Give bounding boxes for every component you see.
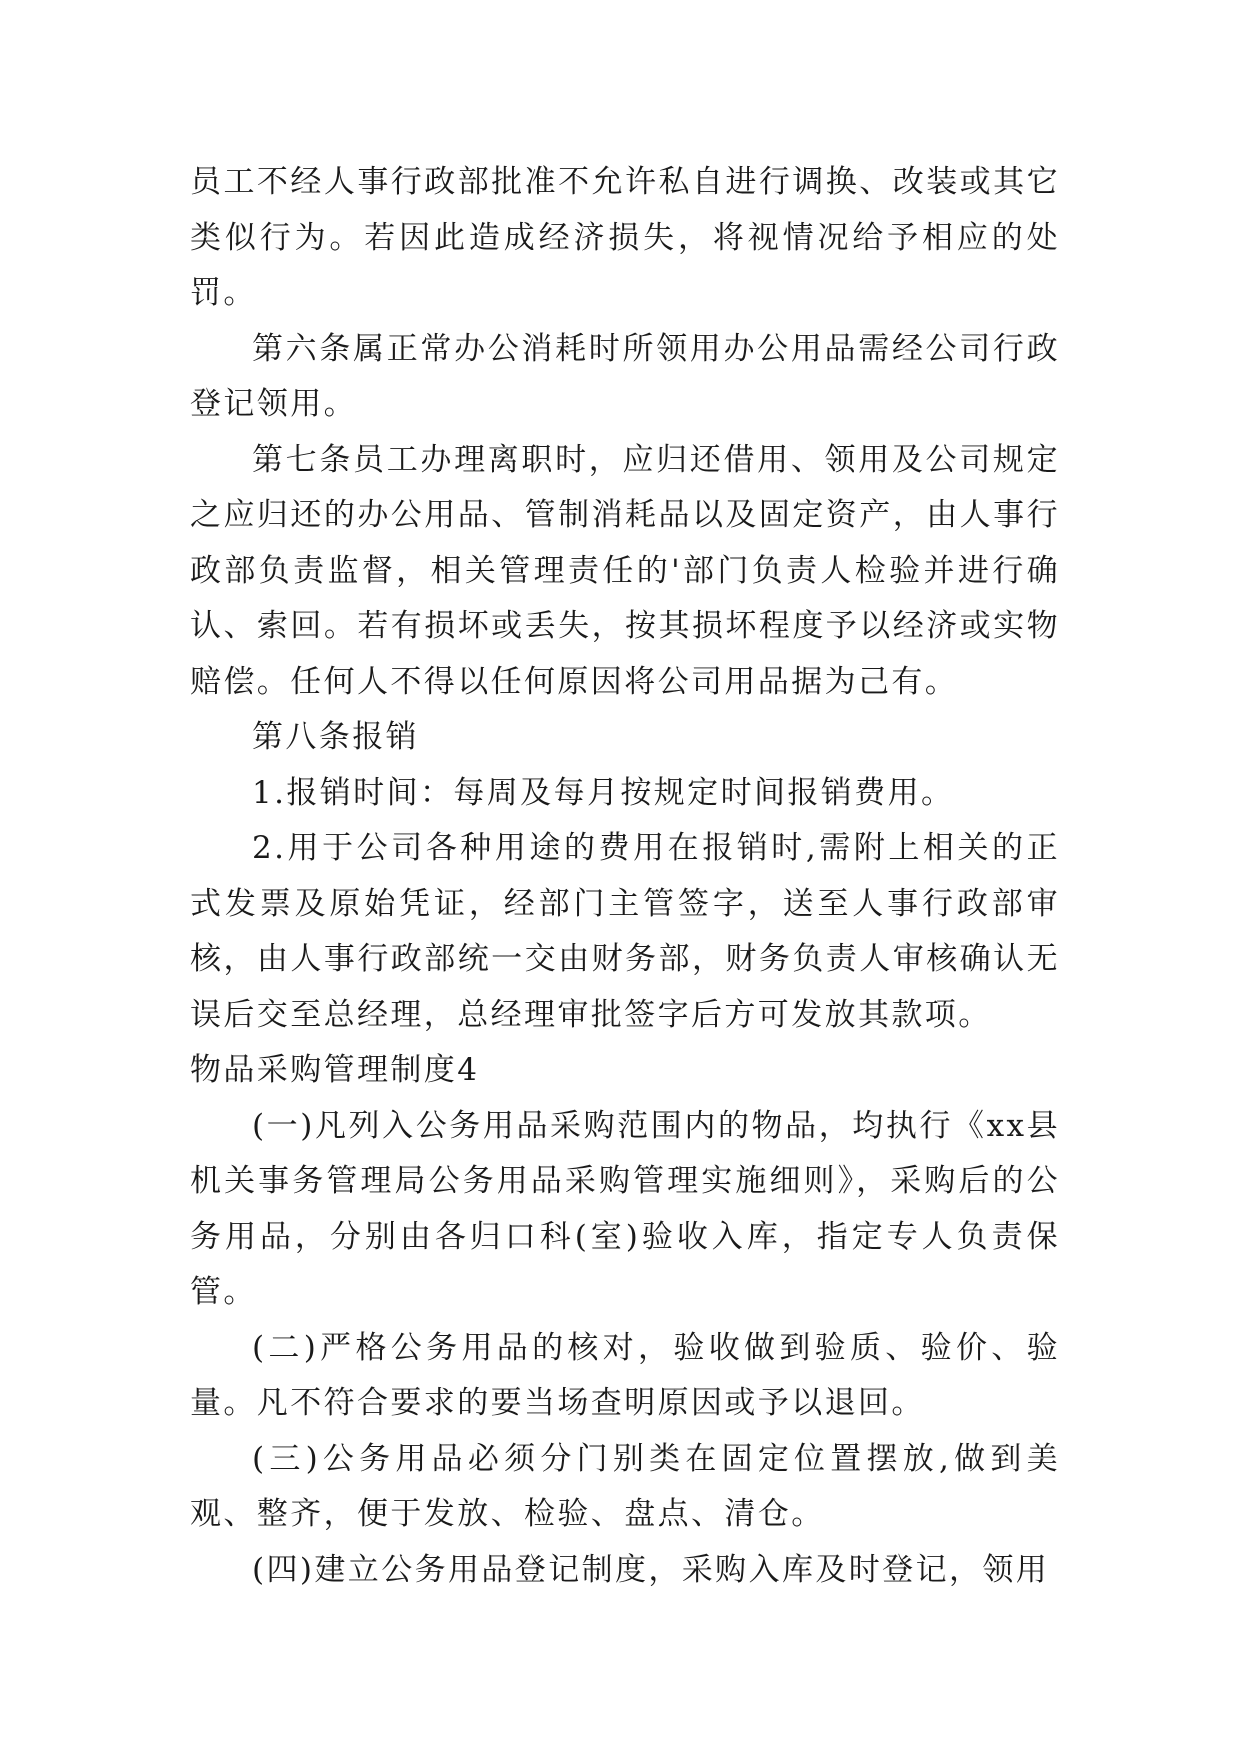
paragraph-item-2: (二)严格公务用品的核对，验收做到验质、验价、验量。凡不符合要求的要当场查明原因或予以退回。 (190, 1329, 1060, 1421)
paragraph-continuation: 员工不经人事行政部批准不允许私自进行调换、改装或其它类似行为。若因此造成经济损失，将视情况给予相应的处罚。 (190, 164, 1060, 311)
document-body (190, 155, 1060, 1598)
paragraph-article-8-title: 第八条报销 (252, 719, 419, 755)
section-heading: 物品采购管理制度4 (190, 1052, 480, 1088)
paragraph-reimbursement-process: 2.用于公司各种用途的费用在报销时,需附上相关的正式发票及原始凭证，经部门主管签字，送至人事行政部审核，由人事行政部统一交由财务部，财务负责人审核确认无误后交至总经理，总经理审批签字后方可发放其款项。 (190, 830, 1060, 1033)
paragraph-reimbursement-time: 1.报销时间：每周及每月按规定时间报销费用。 (252, 774, 955, 811)
paragraph-item-1: (一)凡列入公务用品采购范围内的物品，均执行《xx县机关事务管理局公务用品采购管理实施细则》，采购后的公务用品，分别由各归口科(室)验收入库，指定专人负责保管。 (190, 1107, 1060, 1310)
paragraph-item-3: (三)公务用品必须分门别类在固定位置摆放,做到美观、整齐，便于发放、检验、盘点、清仓。 (190, 1440, 1060, 1532)
paragraph-article-6: 第六条属正常办公消耗时所领用办公用品需经公司行政登记领用。 (190, 330, 1060, 422)
paragraph-article-7: 第七条员工办理离职时，应归还借用、领用及公司规定之应归还的办公用品、管制消耗品以及固定资产，由人事行政部负责监督，相关管理责任的'部门负责人检验并进行确认、索回。若有损坏或丢失，按其损坏程度予以经济或实物赔偿。任何人不得以任何原因将公司用品据为己有。 (190, 441, 1060, 700)
paragraph-item-4: (四)建立公务用品登记制度，采购入库及时登记，领用 (252, 1551, 1050, 1588)
